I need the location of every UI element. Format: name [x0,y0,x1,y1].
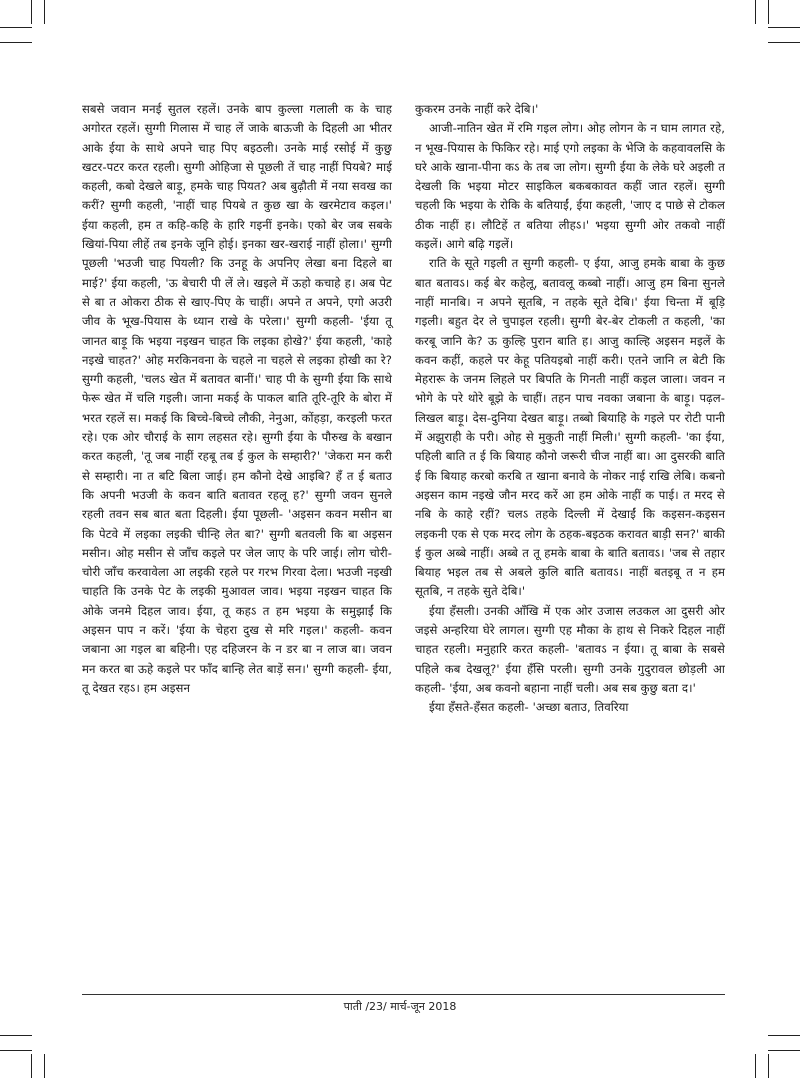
crop-mark [44,1054,45,1078]
crop-mark [31,1054,32,1078]
crop-mark [768,42,800,43]
left-text-column [82,100,392,698]
body-paragraph: आजी-नातिन खेत में रमि गइल लोग। ओह लोगन के न घाम लागत रहे, न भूख-पियास के फिकिर रहे। माई एगो लइका के भेजि के कहवावलसि के घरे आके खाना-पीना कऽ के तब जा लोग। सुग्गी ईया के लेके घरे अइली त देखली कि भइया मोटर साइकिल बकबकावत कहीं जात रहलें। सुग्गी चहली कि भइया के रोकि के बतियाईं, ईया कहली, 'जाए द पाछे से टोकल ठीक नाहीं ह। लौटिहें त बतिया लीहऽ।' भइया सुग्गी ओर तकवो नाहीं कइलें। आगे बढ़ि गइलें। [415,121,725,252]
body-paragraph: कुकरम उनके नाहीं करे देबि।' [415,102,539,116]
crop-mark [0,1050,32,1051]
crop-mark [768,0,769,24]
crop-mark [755,1054,756,1078]
right-text-column [415,100,725,718]
body-paragraph: राति के सूते गइली त सुग्गी कहली- ए ईया, आजु हमके बाबा के कुछ बात बतावऽ। कई बेर कहेलू, बतावलू कब्बो नाहीं। आजु हम बिना सुनले नाहीं मानबि। न अपने सूतबि, न तहके सूते देबि।' ईया चिन्ता में बूड़ि गइली। बहुत देर ले चुपाइल रहली। सुग्गी बेर-बेर टोकली त कहली, 'का करबू जानि के? ऊ कुल्हि पुरान बाति ह। आजु काल्हि अइसन मइलें के कवन कहीं, कहले पर केहू पतियइबो नाहीं करी। एतने जानि ल बेटी कि मेहरारू के जनम लिहले पर बिपति के गिनती नाहीं कइल जाला। जवन न भोगे के परे थोरे बूझे के चाहीं। तहन पाच नवका जबाना के बाड़ू। पढ़ल-लिखल बाड़ू। देस-दुनिया देखत बाड़ू। तब्बो बियाहि के गइले पर रोटी पानी में अझुराही के परी। ओह से मुकुती नाहीं मिली।' सुग्गी कहली- 'का ईया, पहिली बाति त ई कि बियाह कौनो जरूरी चीज नाहीं बा। आ दुसरकी बाति ई कि बियाह करबो करबि त खाना बनावे के नोकर नाई राखि लेबि। कबनो अइसन काम नइखे जौन मरद करें आ हम ओके नाहीं क पाई। त मरद से नबि के काहे रहीं? चलऽ तहके दिल्ली में देखाईं कि कइसन-कइसन लइकनी एक से एक मरद लोग के ठहक-बइठक करावत बाड़ी सन?' बाकी ई कुल अब्बे नाहीं। अब्बे त तू हमके बाबा के बाति बतावऽ। 'जब से तहार बियाह भइल तब से अबले कुलि बाति बतावऽ। नाहीं बतइबू त न हम सूतबि, न तहके सुते देबि।' [415,256,725,599]
crop-mark [44,0,45,24]
crop-mark [31,0,32,24]
crop-mark [0,42,32,43]
crop-mark [755,0,756,24]
crop-mark [768,1050,800,1051]
body-paragraph: ईया हँसते-हँसत कहली- 'अच्छा बताउ, तिवरिया [429,700,629,715]
footer-rule [82,994,725,995]
crop-mark [768,1035,800,1036]
body-paragraph: ईया हँसली। उनकी आँखि में एक ओर उजास लउकल आ दुसरी ओर जइसे अन्हरिया घेरे लागल। सुग्गी एह मौका के हाथ से निकरे दिहल नाहीं चाहत रहली। मनुहारि करत कहली- 'बतावऽ न ईया। तू बाबा के सबसे पहिले कब देखलू?' ईया हँसि परली। सुग्गी उनके गुदुरावल छोड़ली आ कहली- 'ईया, अब कवनो बहाना नाहीं चली। अब सब कुछु बता द।' [415,603,725,695]
crop-mark [768,1054,769,1078]
crop-mark [768,27,800,28]
body-paragraph: सबसे जवान मनई सुतल रहलें। उनके बाप कुल्ला गलाली क के चाह अगोरत रहलें। सुग्गी गिलास में चाह लें जाके बाऊजी के दिहली आ भीतर आके ईया के साथे अपने चाह पिए बइठली। उनके माई रसोई में कुछु खटर-पटर करत रहली। सुग्गी ओहिजा से पूछली तें चाह नाहीं पियबे? माई कहली, कबो देखले बाड़ू, हमके चाह पियत? अब बुढ़ौती में नया सवख का करीं? सुग्गी कहली, 'नाहीं चाह पियबे त कुछ खा के खरमेटाव कइल।' ईया कहली, हम त कहि-कहि के हारि गइनीं इनके। एको बेर जब सबके खियां-पिया लीहें तब इनके जूनि होई। इनका खर-खराई नाहीं होला।' सुग्गी पूछली 'भउजी चाह पियली? कि उनहू के अपनिए लेखा बना दिहले बा माई?' ईया कहली, 'ऊ बेचारी पी लें ले। खइले में ऊहो कचाहे ह। अब पेट से बा त ओकरा ठीक से खाए-पिए के चाहीं। अपने त अपने, एगो अउरी जीव के भूख-पियास के ध्यान राखे के परेला।' सुग्गी कहली- 'ईया तू जानत बाड़ू कि भइया नइखन चाहत कि लइका होखे?' ईया कहली, 'काहे नइखे चाहत?' ओह मरकिनवना के चहले ना चहले से लइका होखी का रे? सुग्गी कहली, 'चलऽ खेत में बतावत बानीं।' चाह पी के सुग्गी ईया कि साथे फेरू खेत में चलि गइली। जाना मकई के पाकल बाति तूरि-तूरि के बोरा में भरत रहलें स। मकई कि बिच्चे-बिच्चे लौकी, नेनुआ, कोंहड़ा, करइली फरत रहे। एक ओर चौराई के साग लहसत रहे। सुग्गी ईया के पौरुख के बखान करत कहली, 'तू जब नाहीं रहबू तब ई कुल के सम्हारी?' 'जेकरा मन करी से सम्हारी। ना त बटि बिला जाई। हम कौनो देखे आइबि? हँ त ई बताउ कि अपनी भउजी के कवन बाति बतावत रहलू ह?' सुग्गी जवन सुनले रहली तवन सब बात बता दिहली। ईया पूछली- 'अइसन कवन मसीन बा कि पेटवे में लइका लइकी चीन्हि लेत बा?' सुग्गी बतवली कि बा अइसन मसीन। ओह मसीन से जाँच कइले पर जेल जाए के परि जाई। लोग चोरी-चोरी जाँच करवावेला आ लइकी रहले पर गरभ गिरवा देला। भउजी नइखी चाहति कि उनके पेट के लइकी मुआवल जाव। भइया नइखन चाहत कि ओके जनमे दिहल जाव। ईया, तू कहऽ त हम भइया के समुझाईं कि अइसन पाप न करें। 'ईया के चेहरा दुख से मरि गइल।' कहली- कवन जबाना आ गइल बा बहिनी। एह दहिजरन के न डर बा न लाज बा। जवन मन करत बा ऊहे कइले पर फाँद बान्हि लेत बाड़ें सन।' सुग्गी कहली- ईया, तू देखत रहऽ। हम अइसन [82,102,392,695]
crop-mark [0,27,32,28]
crop-mark [0,1035,32,1036]
page-folio: पाती /23/ मार्च-जून 2018 [343,1000,457,1013]
